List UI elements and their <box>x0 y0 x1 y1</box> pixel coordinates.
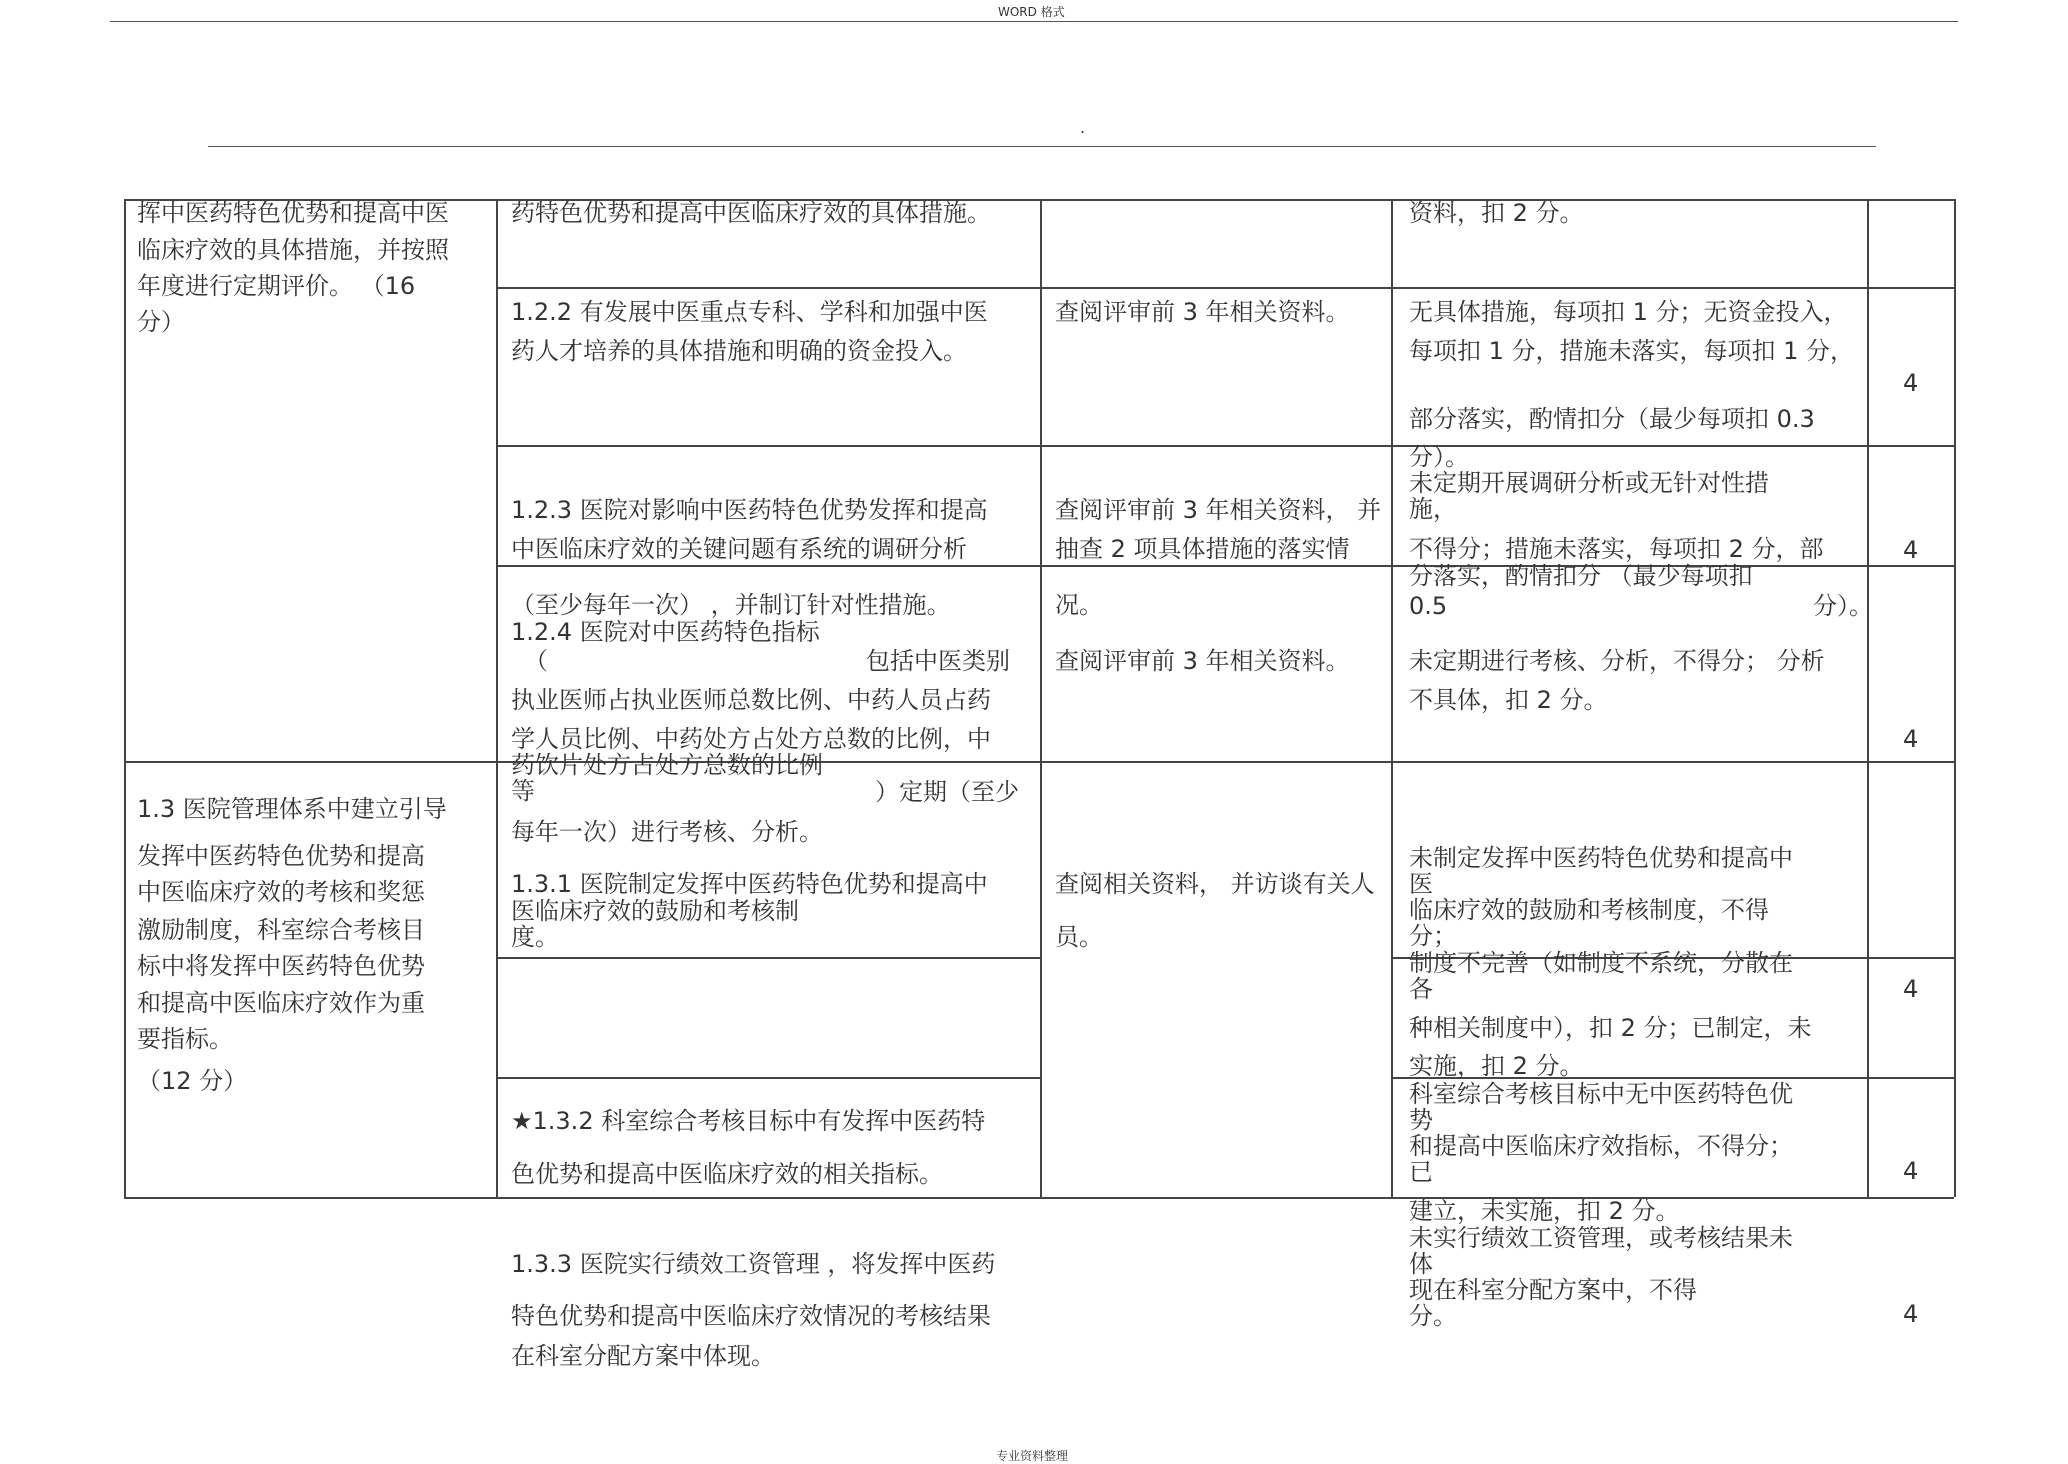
item-1-3-1-text: 医临床疗效的鼓励和考核制 <box>511 897 799 925</box>
deduction-1-2-1: 资料，扣 2 分。 <box>1409 199 1584 227</box>
item-1-2-4-text: 等 <box>511 777 535 805</box>
deduction-1-3-1: 医 <box>1409 870 1433 898</box>
header-label: WORD 格式 <box>998 5 1065 19</box>
score-value: 4 <box>1903 725 1919 753</box>
method-1-2-3: 抽查 2 项具体措施的落实情 <box>1055 535 1350 563</box>
item-1-3-3-text: 在科室分配方案中体现。 <box>511 1342 775 1370</box>
header-dot: . <box>1080 118 1086 137</box>
deduction-1-3-1: 种相关制度中），扣 2 分；已制定，未 <box>1409 1014 1812 1042</box>
item-1-2-4-paren-text: 包括中医类别 <box>866 647 1010 675</box>
item-1-3-3-text: 1.3.3 医院实行绩效工资管理 ，将发挥中医药 <box>511 1250 996 1278</box>
section-1-3-desc-line: 标中将发挥中医药特色优势 <box>137 952 425 980</box>
method-1-2-3: 况。 <box>1055 591 1103 619</box>
item-1-2-3-text: 1.2.3 医院对影响中医药特色优势发挥和提高 <box>511 496 988 524</box>
item-1-2-4-text: 执业医师占执业医师总数比例、中药人员占药 <box>511 686 991 714</box>
deduction-1-2-3: 0.5 <box>1409 592 1448 620</box>
item-1-3-2-text: 色优势和提高中医临床疗效的相关指标。 <box>511 1160 943 1188</box>
deduction-1-2-2: 无具体措施，每项扣 1 分；无资金投入， <box>1409 298 1848 326</box>
section-1-2-desc-line: 分） <box>137 308 185 336</box>
score-value: 4 <box>1903 369 1919 397</box>
deduction-1-2-2: 分）。 <box>1409 443 1469 471</box>
item-1-2-1-text: 药特色优势和提高中医临床疗效的具体措施。 <box>511 199 991 227</box>
deduction-1-3-3: 分。 <box>1409 1302 1457 1330</box>
section-1-3-desc-line: 中医临床疗效的考核和奖惩 <box>137 878 425 906</box>
item-1-2-4-text: 每年一次）进行考核、分析。 <box>511 818 823 846</box>
section-1-3-desc-line: 和提高中医临床疗效作为重 <box>137 989 425 1017</box>
item-1-2-4-text: 学人员比例、中药处方占处方总数的比例，中 <box>511 725 991 753</box>
deduction-1-2-3: 分落实，酌情扣分 （最少每项扣 <box>1409 562 1753 590</box>
header-rule-2 <box>208 146 1876 147</box>
deduction-1-2-2: 每项扣 1 分，措施未落实，每项扣 1 分， <box>1409 337 1855 365</box>
item-1-3-1-text: 1.3.1 医院制定发挥中医药特色优势和提高中 <box>511 870 988 898</box>
section-1-3-desc-line: 要指标。 <box>137 1025 233 1053</box>
deduction-1-3-1: 各 <box>1409 975 1433 1003</box>
deduction-1-3-2: 科室综合考核目标中无中医药特色优 <box>1409 1080 1793 1108</box>
item-1-3-3-text: 特色优势和提高中医临床疗效情况的考核结果 <box>511 1302 991 1330</box>
item-1-2-4-paren-open: （ <box>524 647 548 675</box>
section-1-2-desc-line: 挥中医药特色优势和提高中医 <box>137 199 449 227</box>
deduction-1-3-1: 未制定发挥中医药特色优势和提高中 <box>1409 844 1793 872</box>
method-1-2-2: 查阅评审前 3 年相关资料。 <box>1055 298 1350 326</box>
deduction-1-2-3: 不得分；措施未落实，每项扣 2 分，部 <box>1409 535 1824 563</box>
section-1-2-desc-line: 年度进行定期评价。 （16 <box>137 272 416 300</box>
score-value: 4 <box>1903 975 1919 1003</box>
section-1-3-desc-line: （12 分） <box>137 1067 248 1095</box>
deduction-1-3-2: 建立，未实施，扣 2 分。 <box>1409 1197 1680 1225</box>
deduction-1-3-2: 已 <box>1409 1158 1433 1186</box>
item-1-2-3-text: 中医临床疗效的关键问题有系统的调研分析 <box>511 535 967 563</box>
method-1-3-1: 查阅相关资料， 并访谈有关人 <box>1055 870 1375 898</box>
deduction-1-2-3: 施， <box>1409 495 1457 523</box>
footer-label: 专业资料整理 <box>996 1449 1069 1463</box>
section-1-3-desc-line: 激励制度，科室综合考核目 <box>137 916 425 944</box>
deduction-1-3-1: 实施，扣 2 分。 <box>1409 1052 1584 1080</box>
deduction-1-3-2: 势 <box>1409 1106 1433 1134</box>
deduction-1-3-1: 分； <box>1409 922 1457 950</box>
score-value: 4 <box>1903 1300 1919 1328</box>
deduction-1-3-3: 现在科室分配方案中，不得 <box>1409 1276 1697 1304</box>
section-1-2-desc-line: 临床疗效的具体措施，并按照 <box>137 236 449 264</box>
deduction-1-2-2: 部分落实，酌情扣分（最少每项扣 0.3 <box>1409 405 1815 433</box>
item-1-2-4-title: 1.2.4 医院对中医药特色指标 <box>511 618 820 646</box>
score-value: 4 <box>1903 1157 1919 1185</box>
item-1-2-2-text: 1.2.2 有发展中医重点专科、学科和加强中医 <box>511 298 988 326</box>
item-1-2-3-text: （至少每年一次） ，并制订针对性措施。 <box>511 591 951 619</box>
deduction-1-2-4: 未定期进行考核、分析，不得分； 分析 <box>1409 647 1825 675</box>
item-1-3-1-text: 度。 <box>511 923 559 951</box>
deduction-1-3-1: 临床疗效的鼓励和考核制度，不得 <box>1409 896 1769 924</box>
deduction-1-3-2: 和提高中医临床疗效指标，不得分； <box>1409 1132 1793 1160</box>
deduction-1-2-3: 分）。 <box>1813 592 1873 620</box>
deduction-1-3-3: 未实行绩效工资管理，或考核结果未 <box>1409 1224 1793 1252</box>
item-1-2-2-text: 药人才培养的具体措施和明确的资金投入。 <box>511 337 967 365</box>
item-1-3-2-text: ★1.3.2 科室综合考核目标中有发挥中医药特 <box>511 1107 986 1135</box>
deduction-1-2-4: 不具体，扣 2 分。 <box>1409 686 1608 714</box>
section-1-3-desc-line: 1.3 医院管理体系中建立引导 <box>137 795 447 823</box>
section-1-3-desc-line: 发挥中医药特色优势和提高 <box>137 842 425 870</box>
deduction-1-3-1: 制度不完善（如制度不系统，分散在 <box>1409 949 1793 977</box>
deduction-1-3-3: 体 <box>1409 1250 1433 1278</box>
method-1-3-1: 员。 <box>1055 923 1103 951</box>
item-1-2-4-text: 药饮片处方占处方总数的比例 <box>511 751 823 779</box>
item-1-2-4-text: ）定期（至少 <box>875 778 1019 806</box>
score-value: 4 <box>1903 536 1919 564</box>
method-1-2-3: 查阅评审前 3 年相关资料， 并 <box>1055 496 1382 524</box>
method-1-2-4: 查阅评审前 3 年相关资料。 <box>1055 647 1350 675</box>
deduction-1-2-3: 未定期开展调研分析或无针对性措 <box>1409 469 1769 497</box>
header-rule <box>110 21 1958 22</box>
